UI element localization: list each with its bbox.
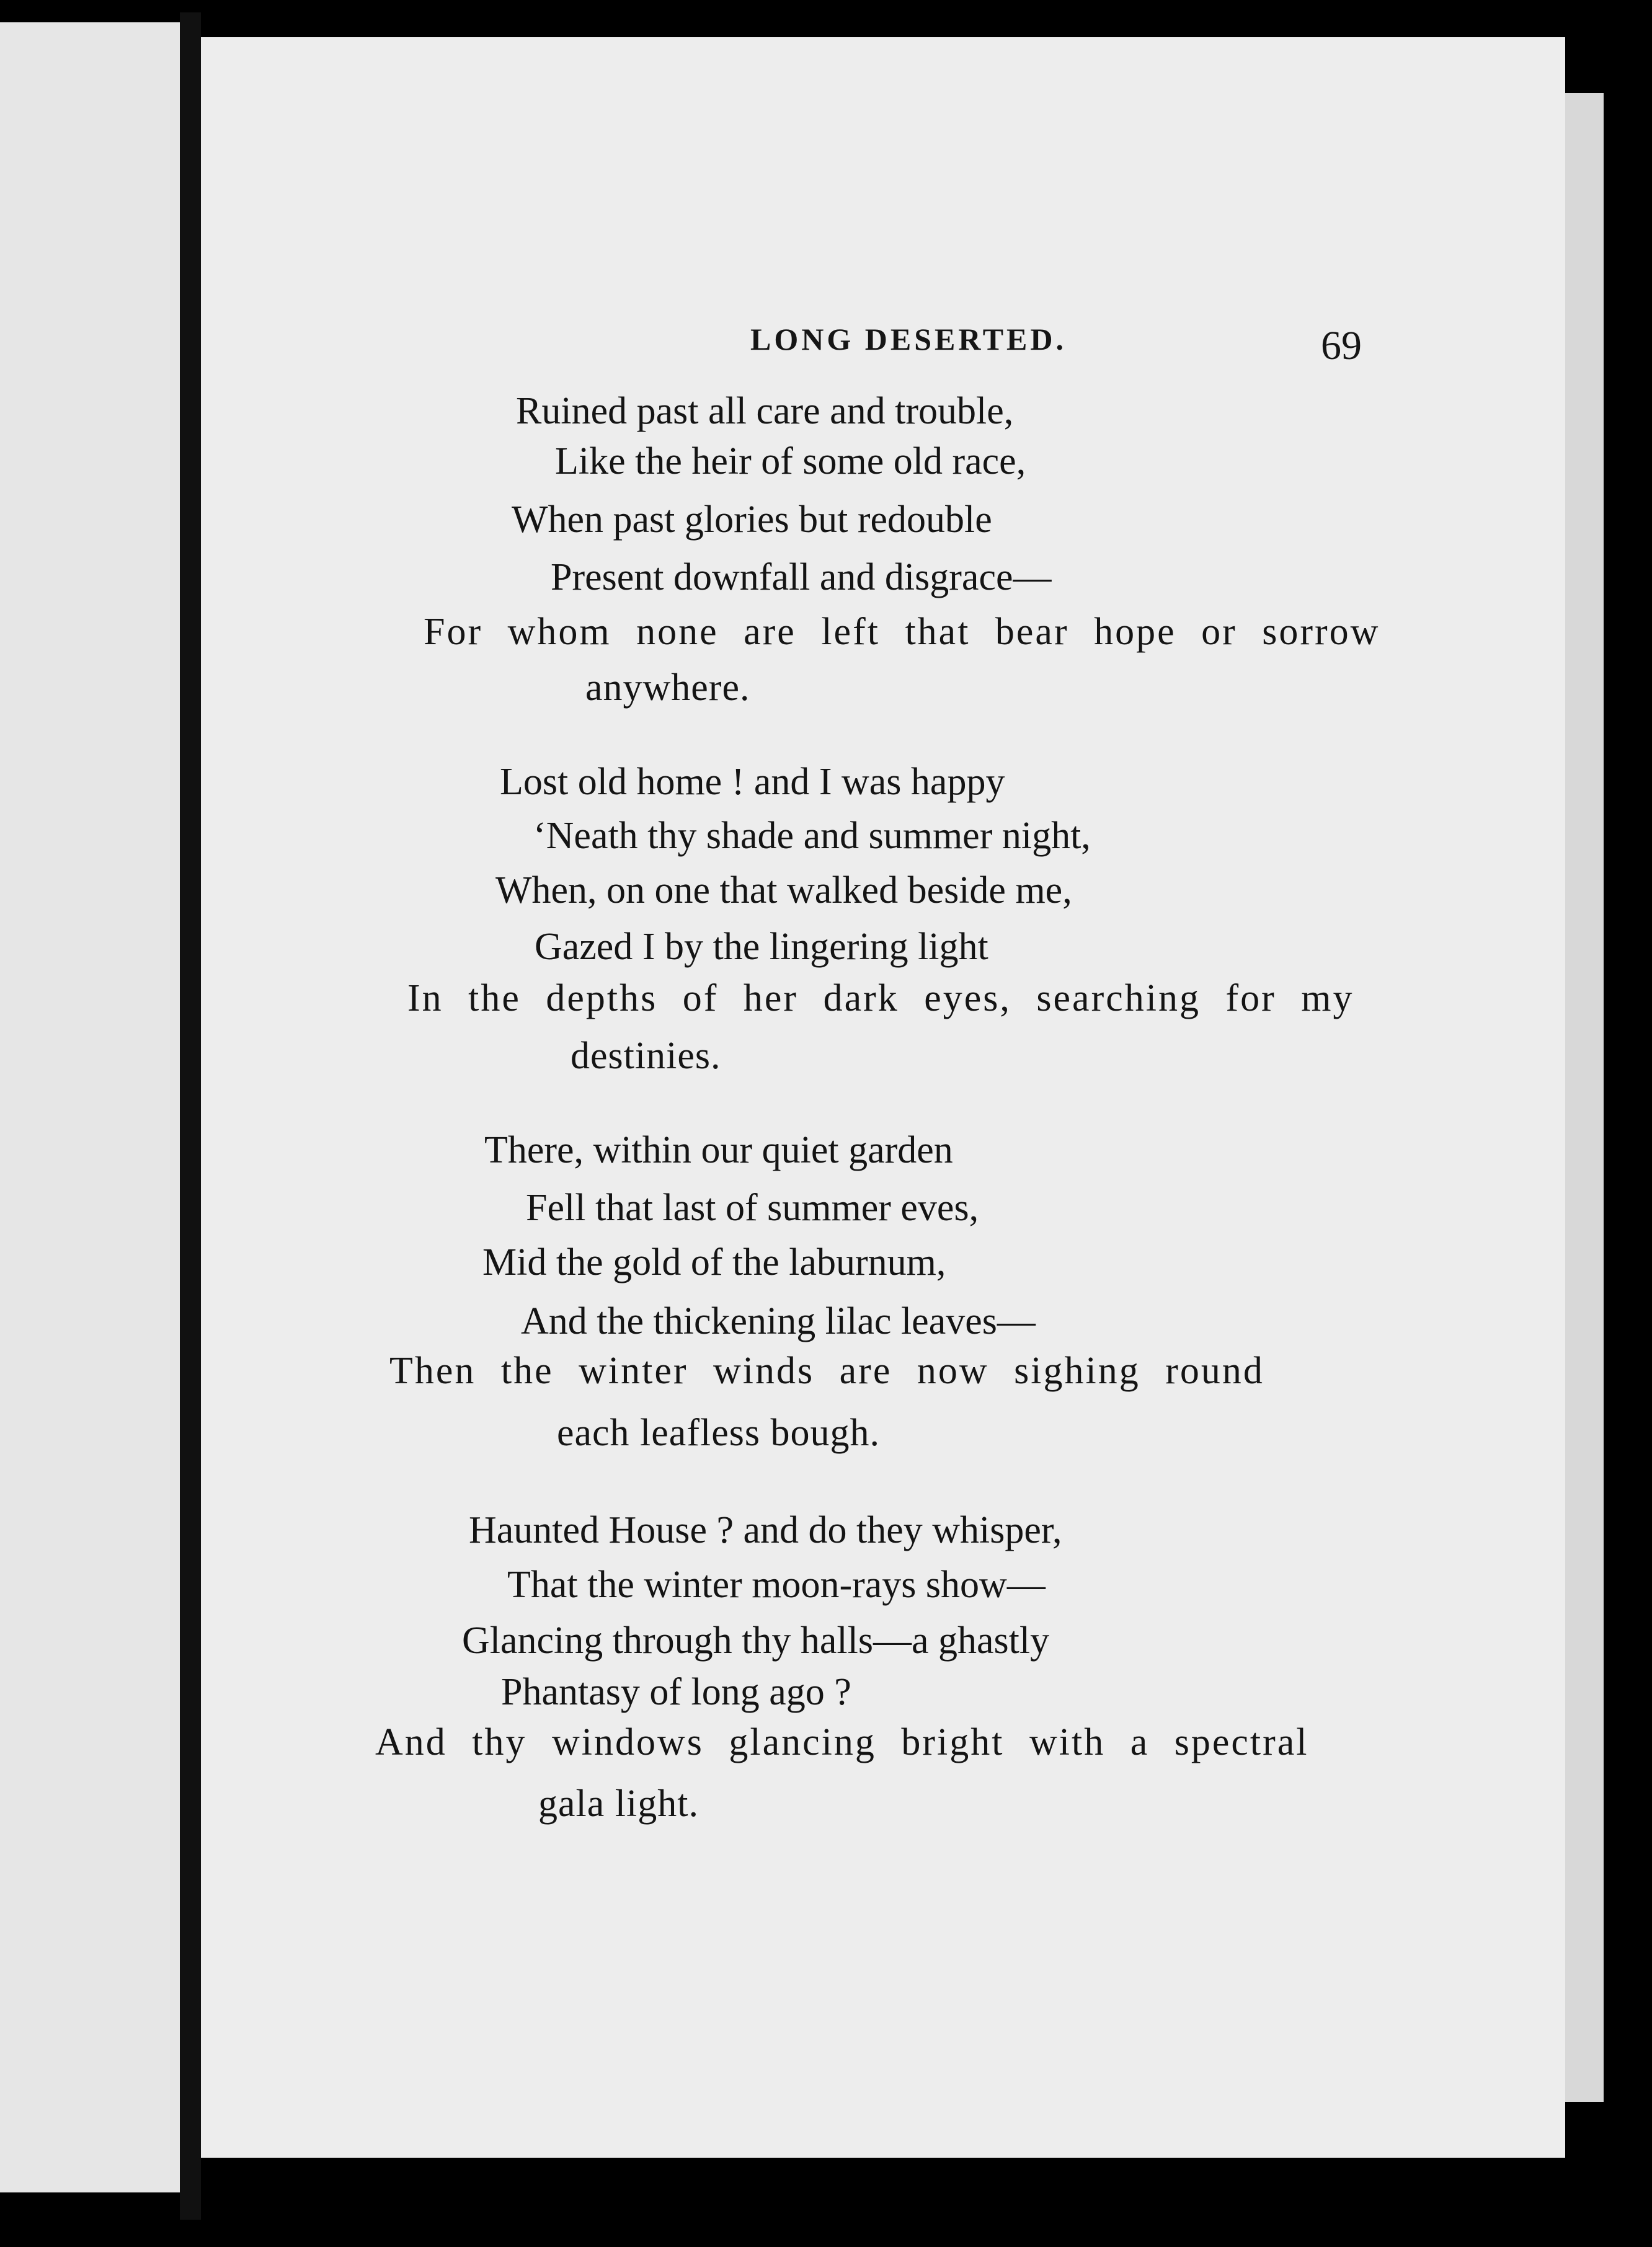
verse-line: When past glories but redouble — [512, 499, 992, 541]
verse-line: Like the heir of some old race, — [555, 440, 1026, 482]
verse-line: In the depths of her dark eyes, searching for my — [407, 977, 1354, 1019]
verse-line: Glancing through thy halls—a ghastly — [462, 1620, 1050, 1662]
verse-line: When, on one that walked beside me, — [495, 869, 1072, 911]
verse-line: Haunted House ? and do they whisper, — [469, 1509, 1062, 1551]
verse-line: Mid the gold of the laburnum, — [482, 1241, 946, 1283]
verse-line: Phantasy of long ago ? — [501, 1671, 851, 1713]
verse-line: ‘Neath thy shade and summer night, — [533, 815, 1091, 857]
verse-line: Then the winter winds are now sighing round — [389, 1350, 1264, 1392]
verse-line: Present downfall and disgrace— — [551, 556, 1052, 598]
page-number: 69 — [1321, 323, 1362, 368]
book-gutter — [180, 12, 201, 2220]
verse-line-turnover: gala light. — [538, 1783, 699, 1825]
verse-line: Ruined past all care and trouble, — [516, 390, 1014, 432]
verse-line-turnover: destinies. — [571, 1035, 721, 1077]
verse-line: And thy windows glancing bright with a spectral — [375, 1721, 1309, 1763]
running-title: LONG DESERTED. — [750, 322, 1067, 357]
verse-line: That the winter moon-rays show— — [507, 1564, 1046, 1606]
verse-line: And the thickening lilac leaves— — [521, 1300, 1036, 1342]
facing-page-edge — [0, 22, 180, 2192]
verse-line: There, within our quiet garden — [484, 1129, 953, 1171]
verse-line-turnover: anywhere. — [585, 667, 750, 709]
verse-line-turnover: each leafless bough. — [557, 1412, 880, 1454]
verse-line: Fell that last of summer eves, — [526, 1187, 979, 1229]
verse-line: Gazed I by the lingering light — [535, 926, 988, 968]
verse-line: Lost old home ! and I was happy — [500, 761, 1005, 803]
verse-line: For whom none are left that bear hope or sorrow — [424, 611, 1380, 653]
